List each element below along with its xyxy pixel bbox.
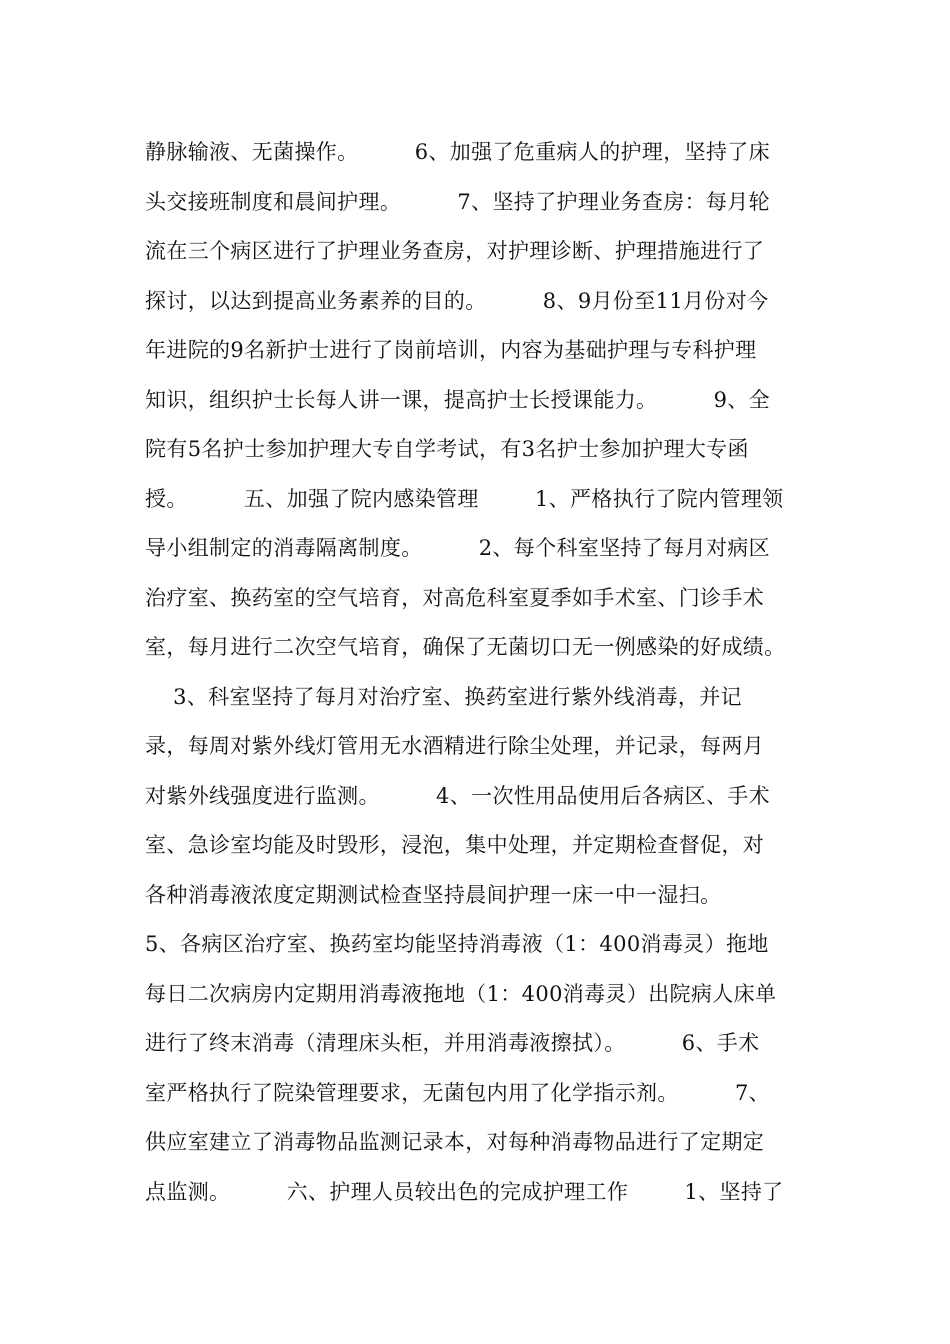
- text-line: 点监测。 六、护理人员较出色的完成护理工作 1、坚持了: [145, 1179, 784, 1204]
- text-line: 供应室建立了消毒物品监测记录本，对每种消毒物品进行了定期定: [145, 1130, 765, 1154]
- text-line: 探讨，以达到提高业务素养的目的。 8、9月份至11月份对今: [145, 288, 769, 313]
- text-line: 院有5名护士参加护理大专自学考试，有3名护士参加护理大专函: [145, 437, 749, 461]
- text-line: 3、科室坚持了每月对治疗室、换药室进行紫外线消毒，并记: [145, 684, 742, 709]
- text-line: 室、急诊室均能及时毁形，浸泡，集中处理，并定期检查督促，对: [145, 833, 765, 857]
- text-line: 录，每周对紫外线灯管用无水酒精进行除尘处理，并记录，每两月: [145, 734, 765, 758]
- text-line: 室，每月进行二次空气培育，确保了无菌切口无一例感染的好成绩。: [145, 635, 786, 659]
- text-line: 每日二次病房内定期用消毒液拖地（1：400消毒灵）出院病人床单: [145, 981, 777, 1006]
- text-line: 各种消毒液浓度定期测试检查坚持晨间护理一床一中一湿扫。: [145, 882, 722, 907]
- text-line: 头交接班制度和晨间护理。 7、坚持了护理业务查房：每月轮: [145, 189, 771, 214]
- text-line: 年进院的9名新护士进行了岗前培训，内容为基础护理与专科护理: [145, 338, 757, 362]
- text-line: 治疗室、换药室的空气培育，对高危科室夏季如手术室、门诊手术: [145, 585, 765, 610]
- text-line: 流在三个病区进行了护理业务查房，对护理诊断、护理措施进行了: [145, 239, 765, 263]
- text-line: 授。 五、加强了院内感染管理 1、严格执行了院内管理领: [145, 486, 784, 511]
- body-text: [145, 128, 825, 1217]
- text-line: 知识，组织护士长每人讲一课，提高护士长授课能力。 9、全: [145, 387, 771, 412]
- text-line: 导小组制定的消毒隔离制度。 2、每个科室坚持了每月对病区: [145, 536, 771, 560]
- text-line: 进行了终末消毒（清理床头柜，并用消毒液擦拭）。 6、手术: [145, 1031, 760, 1055]
- text-line: 静脉输液、无菌操作。 6、加强了危重病人的护理，坚持了床: [145, 140, 771, 164]
- text-line: 室严格执行了院染管理要求，无菌包内用了化学指示剂。 7、: [145, 1080, 771, 1105]
- text-line: 对紫外线强度进行监测。 4、一次性用品使用后各病区、手术: [145, 783, 771, 808]
- text-line: 5、各病区治疗室、换药室均能坚持消毒液（1：400消毒灵）拖地: [145, 932, 769, 956]
